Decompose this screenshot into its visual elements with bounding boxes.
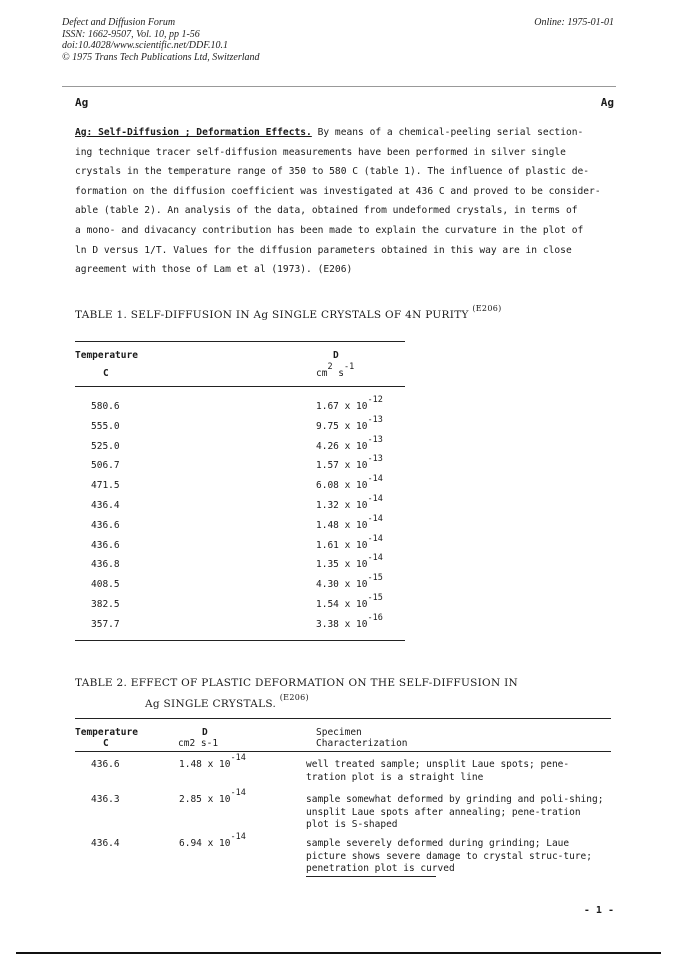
table2-top-rule	[75, 718, 611, 719]
body-line-3: formation on the diffusion coefficient was investigated at 436 C and proved to be consider-	[75, 185, 601, 197]
table1-row	[75, 555, 405, 575]
journal-title: Defect and Diffusion Forum	[62, 17, 176, 28]
table2-col-temp: Temperature	[75, 727, 138, 738]
table1-d-cell: 1.67 x 10-12	[316, 395, 383, 412]
running-head-left: Ag	[75, 96, 89, 109]
table1-d-cell: 6.08 x 10-14	[316, 474, 383, 492]
table1-d-cell: 1.35 x 10-14	[316, 553, 383, 571]
table1-caption-ref: (E206)	[472, 304, 502, 313]
table1-d-cell: 1.48 x 10-14	[316, 513, 383, 531]
table1-d-cell: 9.75 x 10-13	[316, 414, 383, 432]
table2-spec-cell: sample severely deformed during grinding; Laue picture shows severe damage to crystal struc-ture; penetration plot is curved	[306, 838, 592, 874]
table2-col-spec: Specimen	[316, 727, 362, 738]
section-heading: Ag: Self-Diffusion ; Deformation Effects.	[75, 127, 312, 138]
table1-row	[75, 434, 405, 457]
running-head-right: Ag	[600, 96, 614, 109]
table1-row	[75, 533, 405, 556]
table2-col-temp-unit: C	[103, 738, 109, 749]
table1-d-cell: 4.30 x 10-15	[316, 573, 383, 591]
body-line-7: agreement with those of Lam et al (1973). (E206)	[75, 264, 353, 276]
table1-caption: TABLE 1. SELF-DIFFUSION IN Ag SINGLE CRYSTALS OF 4N PURITY $^{(E206)}$	[75, 304, 502, 321]
table1-temp-cell: 525.0	[91, 440, 120, 452]
table1-top-rule	[75, 341, 405, 342]
table2-d-cell: 1.48 x 10-14	[179, 753, 246, 770]
table2-spec-cell: well treated sample; unsplit Laue spots; pene-tration plot is a straight line	[306, 759, 570, 783]
table1-col-d: D	[333, 350, 339, 361]
table1-d-cell: 1.32 x 10-14	[316, 494, 383, 511]
page-number: - 1 -	[583, 905, 614, 916]
table2-bottom-rule	[306, 876, 436, 877]
table1-row	[75, 397, 405, 417]
table1-temp-cell: 555.0	[91, 420, 120, 432]
table2-caption-ref: (E206)	[279, 693, 309, 702]
table1-row	[75, 414, 405, 437]
table1-d-cell: 1.57 x 10-13	[316, 454, 383, 472]
table2-header-rule	[75, 751, 611, 752]
table2-temp-cell: 436.3	[91, 794, 120, 805]
table2-caption-line2: Ag SINGLE CRYSTALS. $^{(E206)}$	[145, 693, 309, 710]
table1-row	[75, 456, 405, 476]
table1-d-cell: 1.54 x 10-15	[316, 593, 383, 610]
table2-spec-cell: sample somewhat deformed by grinding and poli-shing; unsplit Laue spots after annealing; pene-tration plot is S-shaped	[306, 794, 604, 830]
journal-doi: doi:10.4028/www.scientific.net/DDF.10.1	[62, 40, 229, 51]
table1-col-temp-unit: C	[103, 368, 109, 379]
body-line-1: ing technique tracer self-diffusion measurements have been performed in silver single	[75, 146, 566, 158]
table2-temp-cell: 436.6	[91, 759, 120, 770]
body-line-6: ln D versus 1/T. Values for the diffusion parameters obtained in this way are in close	[75, 244, 572, 256]
abstract-paragraph	[75, 123, 615, 280]
body-line-4: able (table 2). An analysis of the data, obtained from undeformed crystals, in terms of	[75, 205, 578, 217]
table2-col-spec2: Characterization	[316, 738, 408, 749]
table1-temp-cell: 471.5	[91, 480, 120, 492]
table1-temp-cell: 382.5	[91, 599, 120, 610]
journal-copyright: © 1975 Trans Tech Publications Ltd, Switzerland	[62, 51, 260, 63]
table2-temp-cell: 436.4	[91, 838, 120, 849]
table1-header-rule	[75, 386, 405, 387]
header-rule	[62, 86, 616, 87]
table1-row	[75, 595, 405, 615]
table1-temp-cell: 436.8	[91, 559, 120, 571]
table1-row	[75, 496, 405, 516]
table1-temp-cell: 436.6	[91, 519, 120, 531]
table1-row	[75, 612, 405, 635]
journal-header	[62, 17, 260, 63]
table1-temp-cell: 436.4	[91, 500, 120, 511]
table1-col-d-unit: cm2 s-1	[316, 362, 355, 379]
table1-temp-cell: 357.7	[91, 618, 120, 630]
table1-d-cell: 1.61 x 10-14	[316, 533, 383, 551]
table1-temp-cell: 506.7	[91, 460, 120, 472]
table1-temp-cell: 580.6	[91, 401, 120, 412]
body-line-5: a mono- and divacancy contribution has been made to explain the curvature in the plot of	[75, 224, 584, 236]
table1-d-cell: 3.38 x 10-16	[316, 612, 383, 630]
table1-row	[75, 513, 405, 536]
page-bottom-bar	[16, 952, 661, 954]
journal-issn: ISSN: 1662-9507, Vol. 10, pp 1-56	[62, 28, 200, 40]
table2-d-cell: 2.85 x 10-14	[179, 788, 246, 805]
table1-row	[75, 476, 405, 496]
online-date: Online: 1975-01-01	[534, 17, 614, 28]
table2-col-d-unit: cm2 s-1	[178, 738, 219, 749]
table1-d-cell: 4.26 x 10-13	[316, 434, 383, 452]
table2-col-d: D	[202, 727, 208, 738]
table1-bottom-rule	[75, 640, 405, 641]
table2-d-cell: 6.94 x 10-14	[179, 832, 246, 849]
table2-caption-line1: TABLE 2. EFFECT OF PLASTIC DEFORMATION ON THE SELF-DIFFUSION IN	[75, 677, 519, 689]
table1-row	[75, 575, 405, 595]
body-line-2: crystals in the temperature range of 350 to 580 C (table 1). The influence of plastic de-	[75, 166, 590, 178]
table1-col-temp: Temperature	[75, 350, 138, 361]
table1-temp-cell: 436.6	[91, 539, 120, 551]
table1-temp-cell: 408.5	[91, 579, 120, 591]
body-line-0: By means of a chemical-peeling serial section-	[311, 127, 584, 138]
